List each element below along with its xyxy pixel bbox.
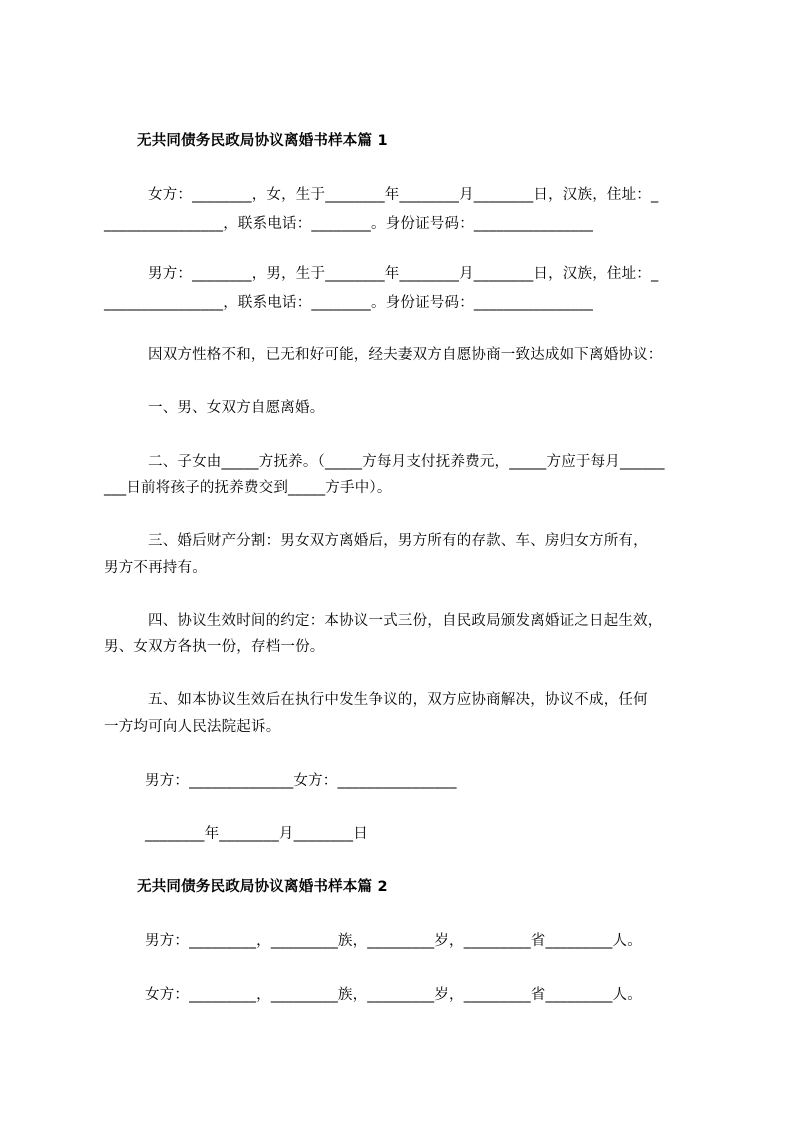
date-line: ________年________月________日 xyxy=(145,826,368,842)
item-3-line-2: 男方不再持有。 xyxy=(104,560,207,576)
section1-title: 无共同债务民政局协议离婚书样本篇 1 xyxy=(137,133,388,149)
section2-female-line: 女方：_________，_________族，_________岁，_________省_________人。 xyxy=(145,987,642,1003)
item-2-line-2: ___日前将孩子的抚养费交到_____方手中）。 xyxy=(104,480,392,496)
item-4-line-2: 男、女双方各执一份，存档一份。 xyxy=(104,639,325,655)
item-4-line-1: 四、协议生效时间的约定：本协议一式三份，自民政局颁发离婚证之日起生效， xyxy=(148,613,663,629)
item-5-line-2: 一方均可向人民法院起诉。 xyxy=(104,719,281,735)
intro-paragraph: 因双方性格不和，已无和好可能，经夫妻双方自愿协商一致达成如下离婚协议： xyxy=(148,347,663,363)
section2-male-line: 男方：_________，_________族，_________岁，_________省_________人。 xyxy=(145,933,642,949)
male-party-line-1: 男方：________，男，生于________年________月________日，汉族，住址：_ xyxy=(148,266,659,282)
item-5-line-1: 五、如本协议生效后在执行中发生争议的，双方应协商解决，协议不成，任何 xyxy=(148,692,648,708)
item-2-line-1: 二、子女由_____方抚养。（_____方每月支付抚养费元，_____方应于每月______ xyxy=(148,454,665,470)
female-party-line-1: 女方：________，女，生于________年________月________日，汉族，住址：_ xyxy=(148,187,659,203)
signature-line: 男方：______________女方：________________ xyxy=(145,773,457,789)
female-party-line-2: ________________，联系电话：________。身份证号码：________________ xyxy=(104,216,594,232)
item-1: 一、男、女双方自愿离婚。 xyxy=(148,400,325,416)
male-party-line-2: ________________，联系电话：________。身份证号码：________________ xyxy=(104,295,594,311)
item-3-line-1: 三、婚后财产分割：男女双方离婚后，男方所有的存款、车、房归女方所有， xyxy=(148,533,648,549)
section2-title: 无共同债务民政局协议离婚书样本篇 2 xyxy=(137,879,388,895)
